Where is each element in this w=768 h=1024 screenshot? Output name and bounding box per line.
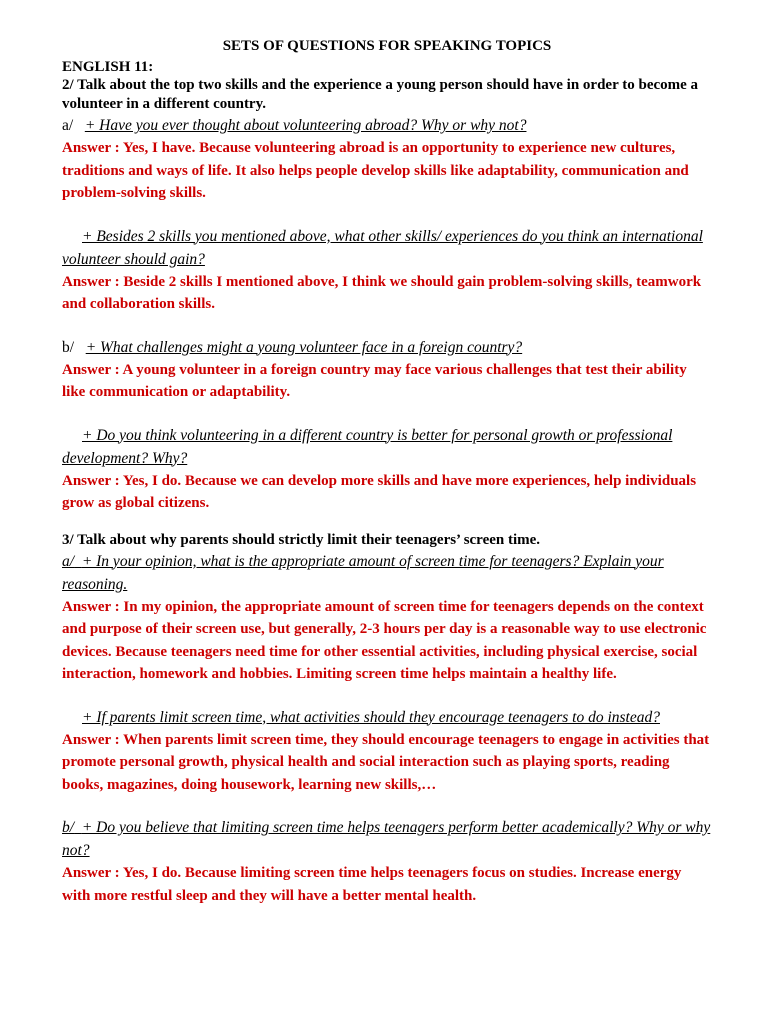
question-marker: b/ — [62, 819, 75, 836]
question-body: + In your opinion, what is the appropriate amount of screen time for teenagers? Explain your reasoning. — [62, 552, 664, 593]
question-text: + Have you ever thought about volunteering abroad? Why or why not? — [84, 117, 527, 134]
question-body: + Do you believe that limiting screen time helps teenagers perform better academically? Why or why not? — [62, 819, 711, 859]
question-text: + If parents limit screen time, what activities should they encourage teenagers to do instead? — [82, 708, 660, 726]
answer-3a-2: Answer : When parents limit screen time, they should encourage teenagers to engage in activities that promote personal growth, physical health and social interaction such as playing sports, reading books, magazines, doing housework, learning new skills,… — [62, 731, 710, 793]
question-text — [62, 819, 710, 859]
question-3a-1 — [62, 550, 712, 596]
question-2b-2 — [62, 424, 712, 470]
question-text: + Besides 2 skills you mentioned above, what other skills/ experiences do you think an international volunteer should gain? — [62, 227, 703, 268]
answer-2b-2: Answer : Yes, I do. Because we can develop more skills and have more experiences, help individuals grow as global citizens. — [62, 472, 697, 511]
answer-3a-1: Answer : In my opinion, the appropriate amount of screen time for teenagers depends on the context and purpose of their screen use, but generally, 2-3 hours per day is a reasonable way to use electronic devices. Because teenagers need time for other essential activities, including physical exercise, social interaction, homework and hobbies. Limiting screen time helps maintain a healthy life. — [62, 598, 707, 682]
question-3b-1 — [62, 816, 712, 862]
question-text: + Do you think volunteering in a different country is better for personal growth or professional development? Why? — [62, 426, 673, 467]
topic-2-heading: 2/ Talk about the top two skills and the experience a young person should have in order to become a volunteer in a different country. — [62, 77, 699, 112]
question-2b-1 — [62, 336, 712, 359]
topic-3-heading: 3/ Talk about why parents should strictly limit their teenagers’ screen time. — [62, 531, 541, 548]
spacer — [62, 404, 712, 424]
question-text: + What challenges might a young volunteer face in a foreign country? — [85, 338, 523, 356]
question-2a-2 — [62, 225, 712, 271]
spacer — [62, 686, 712, 706]
spacer — [62, 515, 712, 531]
document-title: SETS OF QUESTIONS FOR SPEAKING TOPICS — [222, 38, 552, 54]
answer-2a-1: Answer : Yes, I have. Because volunteering abroad is an opportunity to experience new cultures, traditions and ways of life. It also helps people develop skills like adaptability, communication and problem-solving skills. — [62, 140, 689, 201]
spacer — [62, 796, 712, 816]
question-marker: b/ — [62, 338, 75, 356]
question-3a-2 — [62, 706, 712, 729]
question-marker: a/ — [62, 552, 75, 570]
spacer — [62, 205, 712, 225]
spacer — [62, 316, 712, 336]
course-heading: ENGLISH 11: — [62, 59, 154, 75]
answer-2a-2: Answer : Beside 2 skills I mentioned above, I think we should gain problem-solving skills, teamwork and collaboration skills. — [62, 273, 702, 312]
document-body — [62, 36, 712, 907]
answer-3b-1: Answer : Yes, I do. Because limiting screen time helps teenagers focus on studies. Increase energy with more restful sleep and they will have a better mental health. — [62, 865, 682, 904]
question-marker: a/ — [62, 117, 74, 134]
question-text — [62, 553, 664, 593]
answer-2b-1: Answer : A young volunteer in a foreign country may face various challenges that test their ability like communication or adaptability. — [62, 361, 687, 400]
question-2a-1 — [62, 114, 712, 137]
